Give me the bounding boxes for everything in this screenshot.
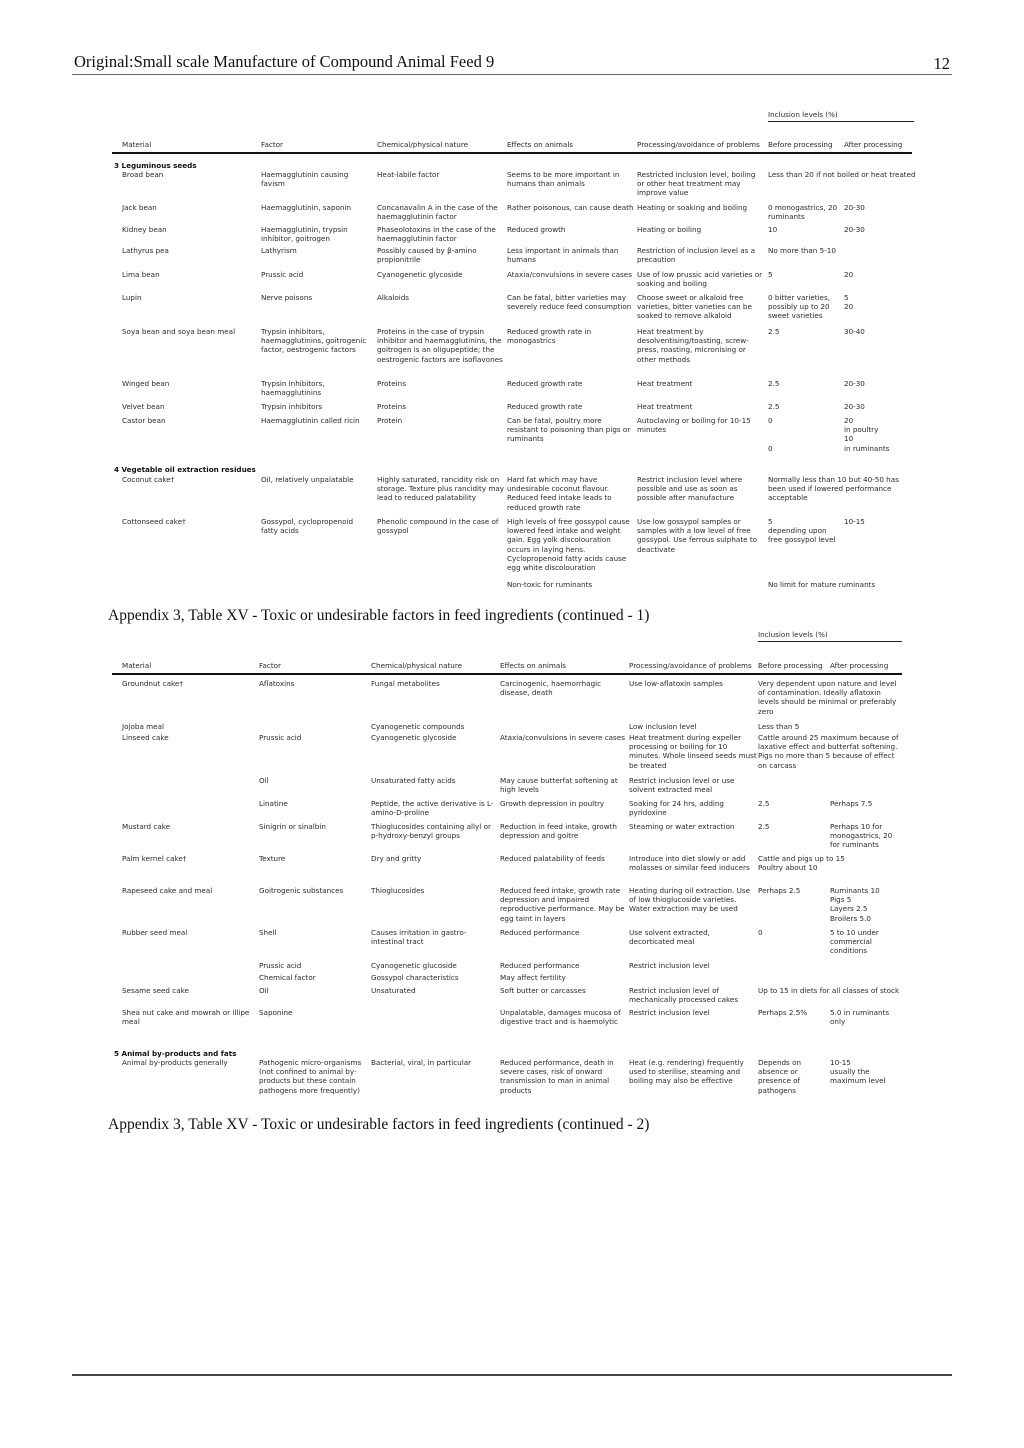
cell-inclusion: Up to 15 in diets for all classes of stock xyxy=(758,986,900,995)
cell-after: 20-30 xyxy=(844,203,865,212)
cell-before: 0 bitter varieties, possibly up to 20 sweet varieties xyxy=(768,293,831,321)
cell-material: Lima bean xyxy=(122,270,160,279)
cell-effects: Non-toxic for ruminants xyxy=(507,580,593,589)
cell-nature: Thioglucosides xyxy=(371,886,425,895)
cell-material: Mustard cake xyxy=(122,822,171,831)
cell-inclusion: Less than 20 if not boiled or heat treated xyxy=(768,170,916,179)
cell-factor: Prussic acid xyxy=(259,733,302,742)
cell-effects: Unpalatable, damages mucosa of digestive tract and is haemolytic xyxy=(500,1008,621,1027)
cell-before: 2.5 xyxy=(768,379,780,388)
cell-effects: Carcinogenic, haemorrhagic disease, death xyxy=(500,679,602,698)
cell-inclusion: Cattle and pigs up to 15 Poultry about 10 xyxy=(758,854,845,873)
cell-material: Winged bean xyxy=(122,379,170,388)
cell-material: Jack bean xyxy=(122,203,157,212)
cell-factor: Texture xyxy=(259,854,286,863)
cell-processing: Restrict inclusion level of mechanically processed cakes xyxy=(629,986,739,1005)
cell-effects: Reduced growth rate in monogastrics xyxy=(507,327,592,346)
cell-inclusion: No more than 5-10 xyxy=(768,246,836,255)
cell-before: 5 depending upon free gossypol level xyxy=(768,517,836,545)
col-factor: Factor xyxy=(259,660,282,670)
cell-factor: Chemical factor xyxy=(259,973,316,982)
cell-after: Perhaps 7.5 xyxy=(830,799,873,808)
cell-before: Depends on absence or presence of pathogens xyxy=(758,1058,802,1095)
cell-before: 0 monogastrics, 20 ruminants xyxy=(768,203,838,222)
cell-nature: Alkaloids xyxy=(377,293,410,302)
col-nature: Chemical/physical nature xyxy=(371,660,463,670)
cell-nature: Heat-labile factor xyxy=(377,170,440,179)
cell-nature: Proteins in the case of trypsin inhibitor and haemagglutinins, the goitrogen is an oligupeptide; the oestrogenic factors are isoflavones xyxy=(377,327,503,364)
cell-nature: Causes irritation in gastro-intestinal tract xyxy=(371,928,467,947)
cell-factor: Goitrogenic substances xyxy=(259,886,344,895)
col-before: Before processing xyxy=(758,660,823,670)
cell-processing: Restrict inclusion level xyxy=(629,1008,710,1017)
cell-factor: Gossypol, cyclopropenoid fatty acids xyxy=(261,517,354,536)
cell-after: 5.0 in ruminants only xyxy=(830,1008,890,1027)
cell-after: 30-40 xyxy=(844,327,865,336)
col-before: Before processing xyxy=(768,139,833,149)
cell-effects: Reduced feed intake, growth rate depression and impaired reproductive performance. May be egg taint in layers xyxy=(500,886,625,923)
cell-effects: High levels of free gossypol cause lowered feed intake and weight gain. Egg yolk discolouration occurs in laying hens. Cyclopropenoid fatty acids cause egg white discolouration xyxy=(507,517,630,573)
cell-nature: Phaseolotoxins in the case of the haemagglutinin factor xyxy=(377,225,496,244)
cell-before: 5 xyxy=(768,270,773,279)
cell-processing: Soaking for 24 hrs, adding pyridoxine xyxy=(629,799,724,818)
table-header xyxy=(112,648,902,675)
cell-nature: Concanavalin A in the case of the haemagglutinin factor xyxy=(377,203,498,222)
col-material: Material xyxy=(122,660,152,670)
cell-factor: Trypsin inhibitors, haemagglutinins xyxy=(261,379,325,398)
cell-factor: Haemagglutinin, saponin xyxy=(261,203,352,212)
cell-factor: Haemagglutinin, trypsin inhibitor, goitrogen xyxy=(261,225,348,244)
cell-material: Groundnut cake† xyxy=(122,679,183,688)
cell-processing: Use low gossypol samples or samples with a low level of free gossypol. Use ferrous sulphate to deactivate xyxy=(637,517,758,554)
cell-factor: Oil, relatively unpalatable xyxy=(261,475,354,484)
col-material: Material xyxy=(122,139,152,149)
cell-inclusion: Cattle around 25 maximum because of laxative effect and butterfat softening. Pigs no more than 5 because of effect on carcass xyxy=(758,733,899,770)
cell-after: 20 xyxy=(844,270,854,279)
cell-processing: Heat treatment xyxy=(637,402,693,411)
col-processing: Processing/avoidance of problems xyxy=(629,660,752,670)
cell-before: 2.5 xyxy=(768,402,780,411)
cell-material: Palm kernel cake† xyxy=(122,854,187,863)
cell-processing: Choose sweet or alkaloid free varieties, bitter varieties can be soaked to remove alkaloid xyxy=(637,293,752,321)
cell-material: Rubber seed meal xyxy=(122,928,188,937)
section-heading: 4 Vegetable oil extraction residues xyxy=(114,465,256,474)
cell-before: Perhaps 2.5 xyxy=(758,886,801,895)
cell-effects: Seems to be more important in humans than animals xyxy=(507,170,620,189)
cell-processing: Heat treatment during expeller processing or boiling for 10 minutes. Whole linseed seeds must be treated xyxy=(629,733,757,770)
cell-factor: Trypsin inhibitors, haemagglutinins, goitrogenic factor, oestrogenic factors xyxy=(261,327,367,355)
cell-material: Sesame seed cake xyxy=(122,986,189,995)
inclusion-levels-header xyxy=(758,630,902,642)
cell-processing: Heat treatment xyxy=(637,379,693,388)
cell-before: 2.5 xyxy=(758,822,770,831)
cell-nature: Thioglucosides containing allyl or p-hydroxy-benzyl groups xyxy=(371,822,491,841)
cell-material: Rapeseed cake and meal xyxy=(122,886,213,895)
col-factor: Factor xyxy=(261,139,284,149)
cell-after: 10-15 usually the maximum level xyxy=(830,1058,886,1086)
cell-processing: Heating or boiling xyxy=(637,225,702,234)
cell-effects: Hard fat which may have undesirable coconut flavour. Reduced feed intake leads to reduced growth rate xyxy=(507,475,612,512)
cell-nature: Unsaturated fatty acids xyxy=(371,776,456,785)
table-continued-2 xyxy=(112,628,902,1108)
cell-after: 20 in poultry 10 in ruminants xyxy=(844,416,890,453)
cell-nature: Dry and gritty xyxy=(371,854,422,863)
cell-material: Soya bean and soya bean meal xyxy=(122,327,236,336)
cell-nature: Cyanogenetic glucoside xyxy=(371,961,457,970)
cell-material: Kidney bean xyxy=(122,225,167,234)
cell-effects: Growth depression in poultry xyxy=(500,799,605,808)
col-processing: Processing/avoidance of problems xyxy=(637,139,760,149)
cell-before: 0 xyxy=(758,928,763,937)
cell-processing: Steaming or water extraction xyxy=(629,822,735,831)
cell-processing: Restriction of inclusion level as a precaution xyxy=(637,246,756,265)
cell-effects: Reduced palatability of feeds xyxy=(500,854,605,863)
cell-after: Ruminants 10 Pigs 5 Layers 2.5 Broilers 5.0 xyxy=(830,886,880,923)
cell-after: Perhaps 10 for monogastrics, 20 for ruminants xyxy=(830,822,893,850)
table-header xyxy=(112,128,912,154)
table-caption-2: Appendix 3, Table XV - Toxic or undesirable factors in feed ingredients (continued - 2) xyxy=(108,1116,650,1133)
cell-material: Castor bean xyxy=(122,416,166,425)
inclusion-levels-label: Inclusion levels (%) xyxy=(758,630,828,639)
cell-nature: Cyanogenetic compounds xyxy=(371,722,465,731)
cell-before: 0 0 xyxy=(768,416,773,453)
cell-factor: Trypsin inhibitors xyxy=(261,402,323,411)
cell-nature: Bacterial, viral, in particular xyxy=(371,1058,472,1067)
col-nature: Chemical/physical nature xyxy=(377,139,469,149)
table-caption-1: Appendix 3, Table XV - Toxic or undesirable factors in feed ingredients (continued - 1) xyxy=(108,607,650,624)
col-after: After processing xyxy=(830,660,889,670)
cell-material: Lupin xyxy=(122,293,142,302)
cell-processing: Restricted inclusion level, boiling or other heat treatment may improve value xyxy=(637,170,756,198)
cell-after: 5 to 10 under commercial conditions xyxy=(830,928,879,956)
cell-before: Perhaps 2.5% xyxy=(758,1008,808,1017)
cell-effects: Reduced performance xyxy=(500,961,580,970)
cell-processing: Heat treatment by desolventising/toasting, screw-press, roasting, micronising or other methods xyxy=(637,327,749,364)
cell-effects: May cause butterfat softening at high levels xyxy=(500,776,618,795)
cell-processing: Restrict inclusion level or use solvent extracted meal xyxy=(629,776,735,795)
cell-inclusion: Normally less than 10 but 40-50 has been used if lowered performance acceptable xyxy=(768,475,899,503)
cell-effects: Reduced growth xyxy=(507,225,566,234)
col-effects: Effects on animals xyxy=(500,660,567,670)
cell-after: 20-30 xyxy=(844,402,865,411)
cell-factor: Linatine xyxy=(259,799,288,808)
cell-factor: Prussic acid xyxy=(261,270,304,279)
cell-effects: Reduced growth rate xyxy=(507,402,583,411)
cell-nature: Fungal metabolites xyxy=(371,679,440,688)
cell-material: Coconut cake† xyxy=(122,475,175,484)
cell-material: Animal by-products generally xyxy=(122,1058,228,1067)
cell-processing: Heating during oil extraction. Use of low thioglucoside varieties. Water extraction may be used xyxy=(629,886,751,914)
cell-material: Linseed cake xyxy=(122,733,169,742)
cell-effects: Reduced growth rate xyxy=(507,379,583,388)
cell-effects: Ataxia/convulsions in severe cases xyxy=(507,270,632,279)
cell-nature: Cyanogenetic glycoside xyxy=(371,733,457,742)
col-after: After processing xyxy=(844,139,903,149)
cell-processing: Restrict inclusion level xyxy=(629,961,710,970)
cell-factor: Aflatoxins xyxy=(259,679,295,688)
cell-material: Broad bean xyxy=(122,170,164,179)
document-title: Original:Small scale Manufacture of Compound Animal Feed 9 xyxy=(74,52,495,71)
cell-factor: Oil xyxy=(259,986,269,995)
inclusion-levels-label: Inclusion levels (%) xyxy=(768,110,838,119)
footer-rule xyxy=(72,1374,952,1376)
cell-factor: Haemagglutinin causing favism xyxy=(261,170,349,189)
cell-nature: Cyanogenetic glycoside xyxy=(377,270,463,279)
cell-processing: Heat (e.g. rendering) frequently used to sterilise, steaming and boiling may also be effective xyxy=(629,1058,744,1086)
cell-effects: May affect fertility xyxy=(500,973,566,982)
cell-nature: Highly saturated, rancidity risk on storage. Texture plus rancidity may lead to reduced palatability xyxy=(377,475,505,503)
cell-after: 10-15 xyxy=(844,517,865,526)
cell-effects: Reduced performance, death in severe cases, risk of onward transmission to man in animal products xyxy=(500,1058,614,1095)
cell-nature: Possibly caused by β-amino propionitrile xyxy=(377,246,477,265)
inclusion-levels-header xyxy=(768,110,914,122)
cell-nature: Peptide, the active derivative is L-amino-D-proline xyxy=(371,799,494,818)
cell-factor: Pathogenic micro-organisms (not confined to animal by-products but these contain pathogens more frequently) xyxy=(259,1058,362,1095)
cell-nature: Proteins xyxy=(377,379,406,388)
cell-nature: Unsaturated xyxy=(371,986,416,995)
cell-inclusion: Less than 5 xyxy=(758,722,800,731)
cell-factor: Nerve poisons xyxy=(261,293,313,302)
cell-processing: Low inclusion level xyxy=(629,722,697,731)
cell-processing: Use low-aflatoxin samples xyxy=(629,679,723,688)
cell-processing: Restrict inclusion level where possible and use as soon as possible after manufacture xyxy=(637,475,743,503)
cell-effects: Reduced performance xyxy=(500,928,580,937)
cell-processing: Autoclaving or boiling for 10-15 minutes xyxy=(637,416,751,435)
cell-effects: Can be fatal, bitter varieties may severely reduce feed consumption xyxy=(507,293,632,312)
cell-processing: Introduce into diet slowly or add molasses or similar feed inducers xyxy=(629,854,750,873)
cell-before: 2.5 xyxy=(758,799,770,808)
cell-inclusion: No limit for mature ruminants xyxy=(768,580,876,589)
cell-effects: Rather poisonous, can cause death xyxy=(507,203,634,212)
cell-factor: Haemagglutinin called ricin xyxy=(261,416,360,425)
cell-factor: Lathyrism xyxy=(261,246,297,255)
cell-after: 20-30 xyxy=(844,225,865,234)
cell-factor: Saponine xyxy=(259,1008,293,1017)
cell-factor: Prussic acid xyxy=(259,961,302,970)
cell-processing: Use solvent extracted, decorticated meal xyxy=(629,928,710,947)
cell-material: Jojoba meal xyxy=(122,722,164,731)
cell-effects: Reduction in feed intake, growth depression and goitre xyxy=(500,822,617,841)
cell-after: 20-30 xyxy=(844,379,865,388)
cell-material: Lathyrus pea xyxy=(122,246,169,255)
cell-before: 2.5 xyxy=(768,327,780,336)
cell-nature: Protein xyxy=(377,416,403,425)
cell-processing: Use of low prussic acid varieties or soaking and boiling xyxy=(637,270,763,289)
cell-after: 5 20 xyxy=(844,293,854,312)
cell-factor: Oil xyxy=(259,776,269,785)
cell-before: 10 xyxy=(768,225,778,234)
table-continued-1 xyxy=(112,106,916,596)
cell-material: Shea nut cake and mowrah or illipe meal xyxy=(122,1008,250,1027)
cell-material: Velvet bean xyxy=(122,402,165,411)
cell-nature: Phenolic compound in the case of gossypol xyxy=(377,517,499,536)
page-number: 12 xyxy=(933,54,950,73)
cell-material: Cottonseed cake† xyxy=(122,517,186,526)
cell-effects: Ataxia/convulsions in severe cases xyxy=(500,733,625,742)
cell-factor: Sinigrin or sinalbin xyxy=(259,822,326,831)
cell-nature: Gossypol characteristics xyxy=(371,973,459,982)
cell-effects: Less important in animals than humans xyxy=(507,246,619,265)
cell-nature: Proteins xyxy=(377,402,406,411)
cell-effects: Soft butter or carcasses xyxy=(500,986,586,995)
section-heading: 5 Animal by-products and fats xyxy=(114,1049,237,1058)
page-header xyxy=(72,52,952,75)
section-heading: 3 Leguminous seeds xyxy=(114,161,197,170)
cell-factor: Shell xyxy=(259,928,277,937)
col-effects: Effects on animals xyxy=(507,139,574,149)
cell-inclusion: Very dependent upon nature and level of contamination. Ideally aflatoxin levels should be minimal or preferably zero xyxy=(758,679,897,716)
cell-processing: Heating or soaking and boiling xyxy=(637,203,748,212)
cell-effects: Can be fatal, poultry more resistant to poisoning than pigs or ruminants xyxy=(507,416,631,444)
